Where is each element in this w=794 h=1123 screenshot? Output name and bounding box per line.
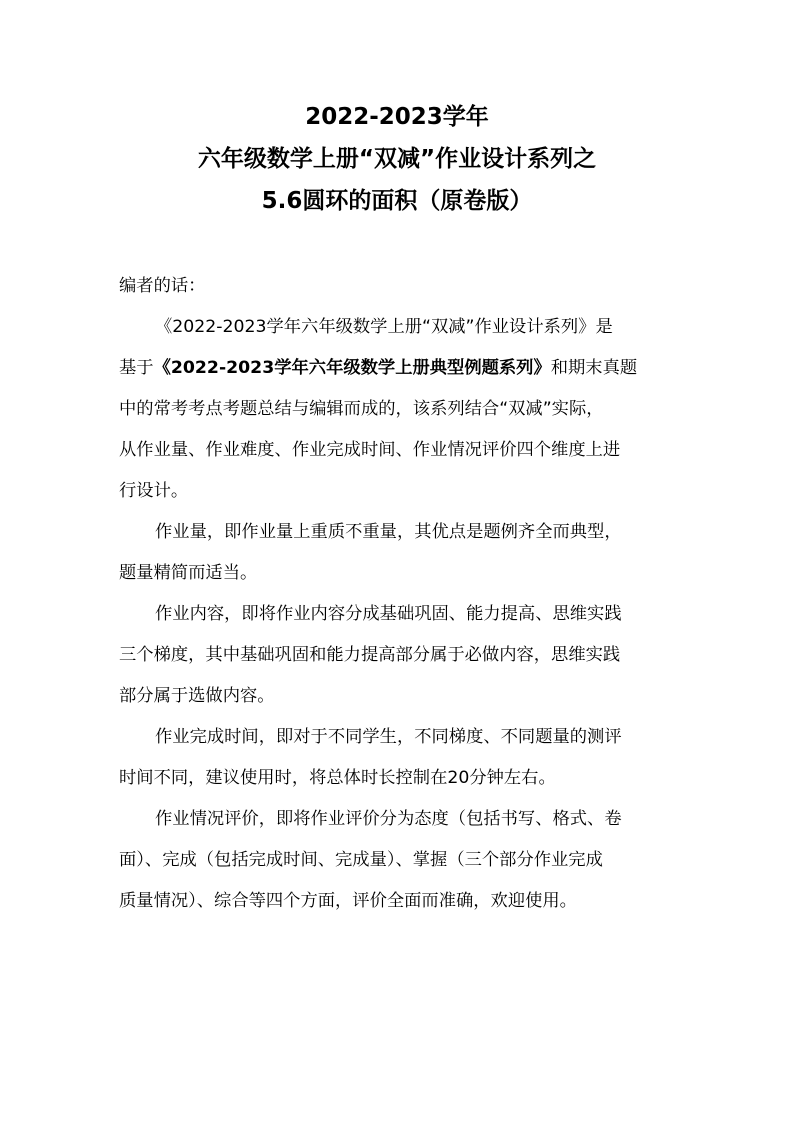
paragraph-3-line-3: 部分属于选做内容。: [119, 686, 275, 706]
title-line-2: 六年级数学上册“双减”作业设计系列之: [197, 146, 597, 172]
paragraph-2-line-2: 题量精简而适当。: [119, 563, 258, 583]
paragraph-4-line-1: 作业完成时间，即对于不同学生，不同梯度、不同题量的测评: [155, 727, 622, 747]
paragraph-2-line-1: 作业量，即作业量上重质不重量，其优点是题例齐全而典型，: [155, 522, 622, 542]
paragraph-1-line-2: [119, 356, 637, 380]
paragraph-5-line-1: 作业情况评价，即将作业评价分为态度（包括书写、格式、卷: [155, 809, 622, 829]
title-line-1: 2022-2023学年: [305, 104, 489, 130]
title-line-3: 5.6圆环的面积（原卷版）: [261, 188, 533, 214]
paragraph-1-line-2-suffix: 和期末真题: [550, 358, 638, 378]
paragraph-1-line-4: 从作业量、作业难度、作业完成时间、作业情况评价四个维度上进: [119, 440, 621, 460]
paragraph-1-line-5: 行设计。: [119, 481, 189, 501]
paragraph-3-line-1: 作业内容，即将作业内容分成基础巩固、能力提高、思维实践: [155, 604, 622, 624]
paragraph-4-line-2: 时间不同，建议使用时，将总体时长控制在20分钟左右。: [119, 768, 556, 788]
editor-note-heading: 编者的话：: [119, 276, 206, 296]
paragraph-3-line-2: 三个梯度，其中基础巩固和能力提高部分属于必做内容，思维实践: [119, 645, 621, 665]
paragraph-5-line-3: 质量情况）、综合等四个方面，评价全面而准确，欢迎使用。: [119, 891, 577, 911]
paragraph-1-line-1: 《2022-2023学年六年级数学上册“双减”作业设计系列》是: [155, 317, 613, 337]
paragraph-5-line-2: 面）、完成（包括完成时间、完成量）、掌握（三个部分作业完成: [119, 850, 603, 870]
paragraph-1-line-3: 中的常考考点考题总结与编辑而成的，该系列结合“双减”实际，: [119, 399, 604, 419]
paragraph-1-line-2-prefix: 基于: [119, 358, 154, 378]
series-reference-bold: 《2022-2023学年六年级数学上册典型例题系列》: [153, 358, 551, 378]
